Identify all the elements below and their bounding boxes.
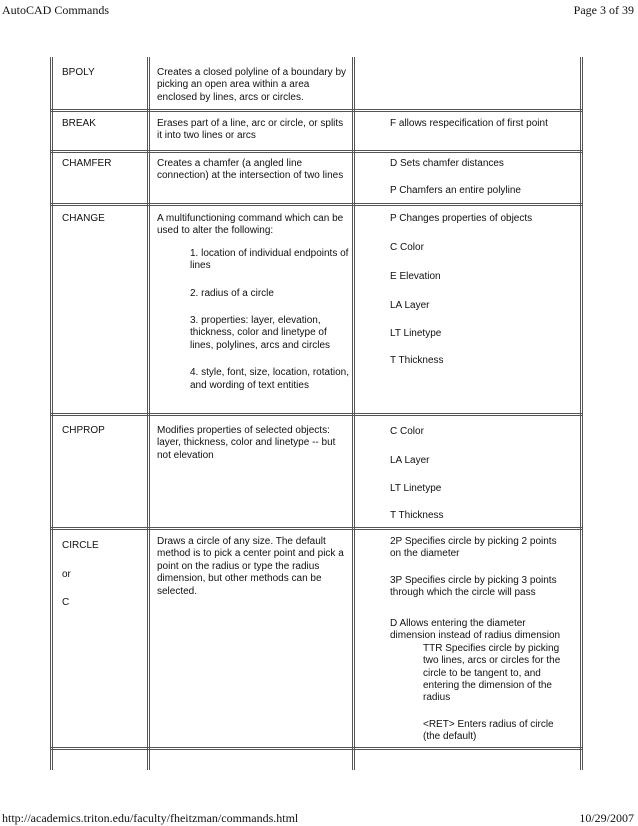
description-change	[157, 213, 349, 392]
option-change-la: LA Layer	[390, 300, 430, 311]
commands-table	[50, 57, 583, 770]
footer-date: 10/29/2007	[579, 811, 634, 825]
option-change-c: C Color	[390, 242, 424, 253]
option-chamfer-d: D Sets chamfer distances	[390, 158, 504, 169]
description-chprop: Modifies properties of selected objects: layer, thickness, color and linetype -- but not elevation	[157, 425, 336, 461]
footer-url: http://academics.triton.edu/faculty/fheitzman/commands.html	[2, 811, 299, 825]
command-chamfer: CHAMFER	[62, 158, 112, 169]
option-chprop-c: C Color	[390, 426, 424, 437]
page-number: Page 3 of 39	[573, 3, 634, 17]
option-chprop-la: LA Layer	[390, 455, 430, 466]
option-change-lt: LT Linetype	[390, 328, 442, 339]
option-circle-ret: <RET> Enters radius of circle (the default)	[423, 718, 554, 743]
header-title: AutoCAD Commands	[2, 3, 110, 17]
row-divider-5	[50, 527, 583, 530]
command-circle-or: or	[62, 569, 71, 580]
description-break: Erases part of a line, arc or circle, or splits it into two lines or arcs	[157, 118, 344, 142]
command-chprop: CHPROP	[62, 425, 105, 436]
option-circle-3p: 3P Specifies circle by picking 3 points through which the circle will pass	[390, 575, 557, 599]
row-divider-3	[50, 203, 583, 206]
option-change-p: P Changes properties of objects	[390, 213, 533, 224]
option-change-t: T Thickness	[390, 355, 444, 366]
option-circle-2p: 2P Specifies circle by picking 2 points on the diameter	[390, 536, 557, 560]
option-change-e: E Elevation	[390, 271, 441, 282]
change-item-4: 4. style, font, size, location, rotation, and wording of text entities	[190, 367, 349, 391]
option-chprop-lt: LT Linetype	[390, 483, 442, 494]
option-circle-d	[390, 618, 570, 744]
change-item-3: 3. properties: layer, elevation, thickness, color and linetype of lines, polylines, arcs and circles	[190, 315, 331, 351]
command-break: BREAK	[62, 118, 96, 129]
change-intro: A multifunctioning command which can be used to alter the following:	[157, 213, 344, 237]
command-change: CHANGE	[62, 213, 105, 224]
row-divider-2	[50, 150, 583, 153]
change-item-1: 1. location of individual endpoints of lines	[190, 247, 349, 272]
option-break-f: F allows respecification of first point	[390, 118, 548, 129]
description-circle: Draws a circle of any size. The default method is to pick a center point and pick a point on the radius or type the radius dimension, but other methods can be selected.	[157, 536, 344, 597]
command-circle-alias: C	[62, 597, 70, 608]
change-item-2: 2. radius of a circle	[190, 287, 274, 299]
command-circle: CIRCLE	[62, 540, 99, 551]
description-chamfer: Creates a chamfer (a angled line connection) at the intersection of two lines	[157, 158, 344, 182]
option-chamfer-p: P Chamfers an entire polyline	[390, 185, 521, 196]
row-divider-6	[50, 747, 583, 750]
command-bpoly: BPOLY	[62, 67, 95, 78]
row-divider-4	[50, 413, 583, 416]
option-circle-ttr: TTR Specifies circle by picking two lines, arcs or circles for the circle to be tangent to, and entering the dimension of the radius	[423, 642, 561, 704]
option-chprop-t: T Thickness	[390, 510, 444, 521]
option-circle-d-text: D Allows entering the diameter dimension instead of radius dimension	[390, 618, 561, 642]
row-divider-1	[50, 109, 583, 112]
description-bpoly: Creates a closed polyline of a boundary by picking an open area within a area enclosed by lines, arcs or circles.	[157, 67, 347, 103]
